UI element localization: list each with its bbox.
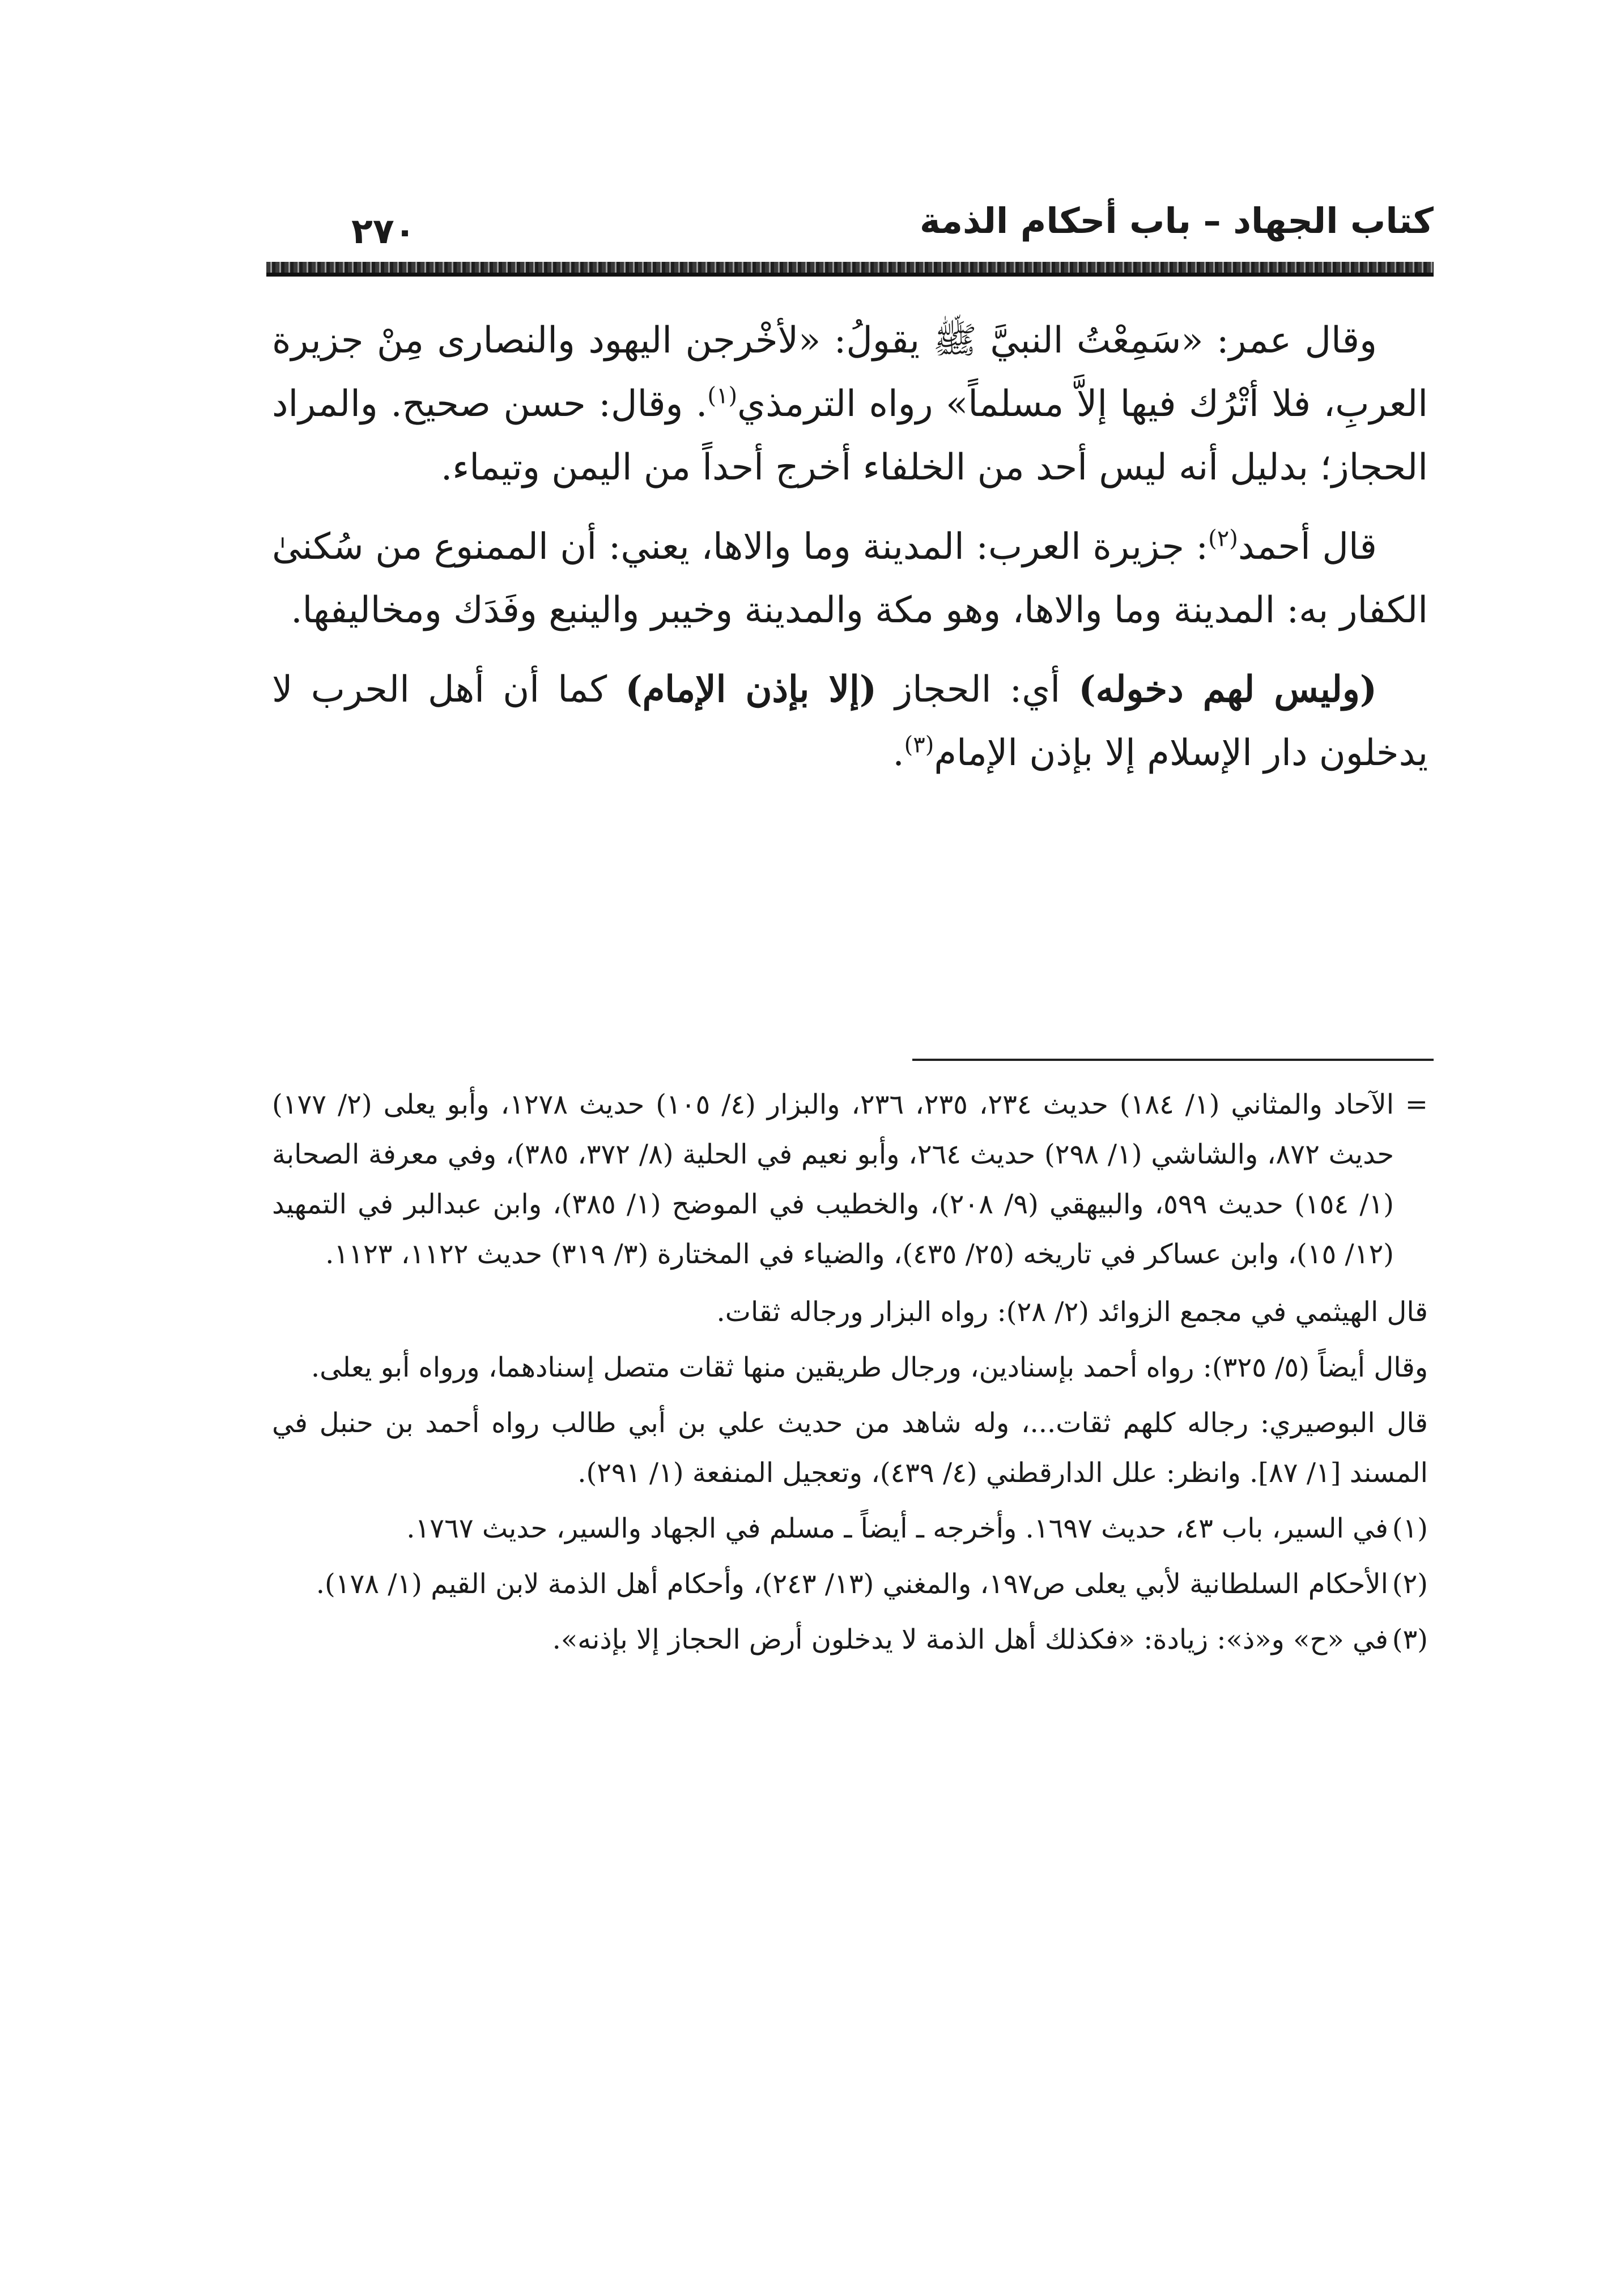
paragraph-entry-permission (272, 658, 1428, 785)
page-number: ٢٧٠ (351, 210, 416, 252)
footnote-number: (١) (1392, 1513, 1428, 1544)
paragraph-text: كما أن أهل الحرب لا يدخلون دار الإسلام إلا بإذن الإمام (272, 669, 1428, 774)
footnote-separator (912, 1059, 1434, 1061)
matn-phrase: (إلا بإذن الإمام) (625, 668, 877, 711)
running-header (266, 193, 1434, 255)
footnote-text: في «ح» و«ذ»: زيادة: «فكذلك أهل الذمة لا يدخلون أرض الحجاز إلا بإذنه». (552, 1624, 1388, 1655)
continued-footnote (272, 1080, 1428, 1279)
footnote-3 (272, 1615, 1428, 1664)
footnote-number: (٢) (1392, 1568, 1428, 1600)
footnote-2 (272, 1559, 1428, 1609)
footnote-comment: قال الهيثمي في مجمع الزوائد (٢/ ٢٨): رواه البزار ورجاله ثقات. (716, 1296, 1428, 1328)
paragraph-text: أي: الحجاز (877, 669, 1079, 711)
footnote-ref-1: (١) (707, 383, 738, 409)
footnotes (272, 1080, 1428, 1670)
matn-phrase: (وليس لهم دخوله) (1078, 668, 1378, 711)
paragraph-text: . (892, 732, 904, 774)
footnote-text: الأحكام السلطانية لأبي يعلى ص١٩٧، والمغني (١٣/ ٢٤٣)، وأحكام أهل الذمة لابن القيم (١/ ١٧٨). (316, 1568, 1388, 1600)
chapter-title: كتاب الجهاد – باب أحكام الذمة (919, 200, 1434, 241)
paragraph-text: : جزيرة العرب: المدينة وما والاها، يعني: أن الممنوع من سُكنىٰ الكفار به: المدينة وما والاها، وهو مكة والمدينة وخيبر والينبع وفَدَك ومخاليفها. (272, 526, 1428, 631)
footnote-text: في السير، باب ٤٣، حديث ١٦٩٧. وأخرجه ـ أيضاً ـ مسلم في الجهاد والسير، حديث ١٧٦٧. (406, 1513, 1388, 1544)
paragraph-text: قال أحمد (1238, 526, 1378, 568)
footnote-number: (٣) (1392, 1624, 1428, 1655)
continuation-marker: = (1405, 1089, 1428, 1120)
footnote-ref-3: (٣) (904, 732, 934, 758)
continued-footnote-text: الآحاد والمثاني (١/ ١٨٤) حديث ٢٣٤، ٢٣٥، ٢٣٦، والبزار (٤/ ١٠٥) حديث ١٢٧٨، وأبو يعلى (٢/ ١٧٧) حديث ٨٧٢، والشاشي (١/ ٢٩٨) حديث ٢٦٤، وأبو نعيم في الحلية (٨/ ٣٧٢، ٣٨٥)، وفي معرفة الصحابة (١/ ١٥٤) حديث ٥٩٩، والبيهقي (٩/ ٢٠٨)، والخطيب في الموضح (١/ ٣٨٥)، وابن عبدالبر في التمهيد (١٢/ ١٥)، وابن عساكر في تاريخه (٢٥/ ٤٣٥)، والضياء في المختارة (٣/ ٣١٩) حديث ١١٢٢، ١١٢٣. (272, 1089, 1395, 1270)
footnote-ref-2: (٢) (1208, 525, 1238, 552)
footnote-comment: وقال أيضاً (٥/ ٣٢٥): رواه أحمد بإسنادين، ورجال طريقين منها ثقات متصل إسنادهما، ورواه أبو يعلى. (311, 1352, 1428, 1383)
paragraph-text: وقال عمر: «سَمِعْتُ النبيَّ ﷺ يقولُ: «لأخْرجن اليهود والنصارى مِنْ جزيرة العربِ، فلا أتْرُك فيها إلاَّ مسلماً» رواه الترمذي (272, 320, 1429, 425)
paragraph-ahmad-quote (272, 515, 1428, 642)
header-rule (266, 262, 1434, 277)
paragraph-umar-hadith (272, 309, 1428, 499)
main-text (272, 309, 1428, 801)
paragraph-text: . وقال: حسن صحيح. والمراد الحجاز؛ بدليل أنه ليس أحد من الخلفاء أخرج أحداً من اليمن وتيماء. (272, 383, 1428, 489)
footnote-comment: قال البوصيري: رجاله كلهم ثقات...، وله شاهد من حديث علي بن أبي طالب رواه أحمد بن حنبل في المسند [١/ ٨٧]. وانظر: علل الدارقطني (٤/ ٤٣٩)، وتعجيل المنفعة (١/ ٢٩١). (272, 1407, 1428, 1489)
footnote-1 (272, 1504, 1428, 1553)
